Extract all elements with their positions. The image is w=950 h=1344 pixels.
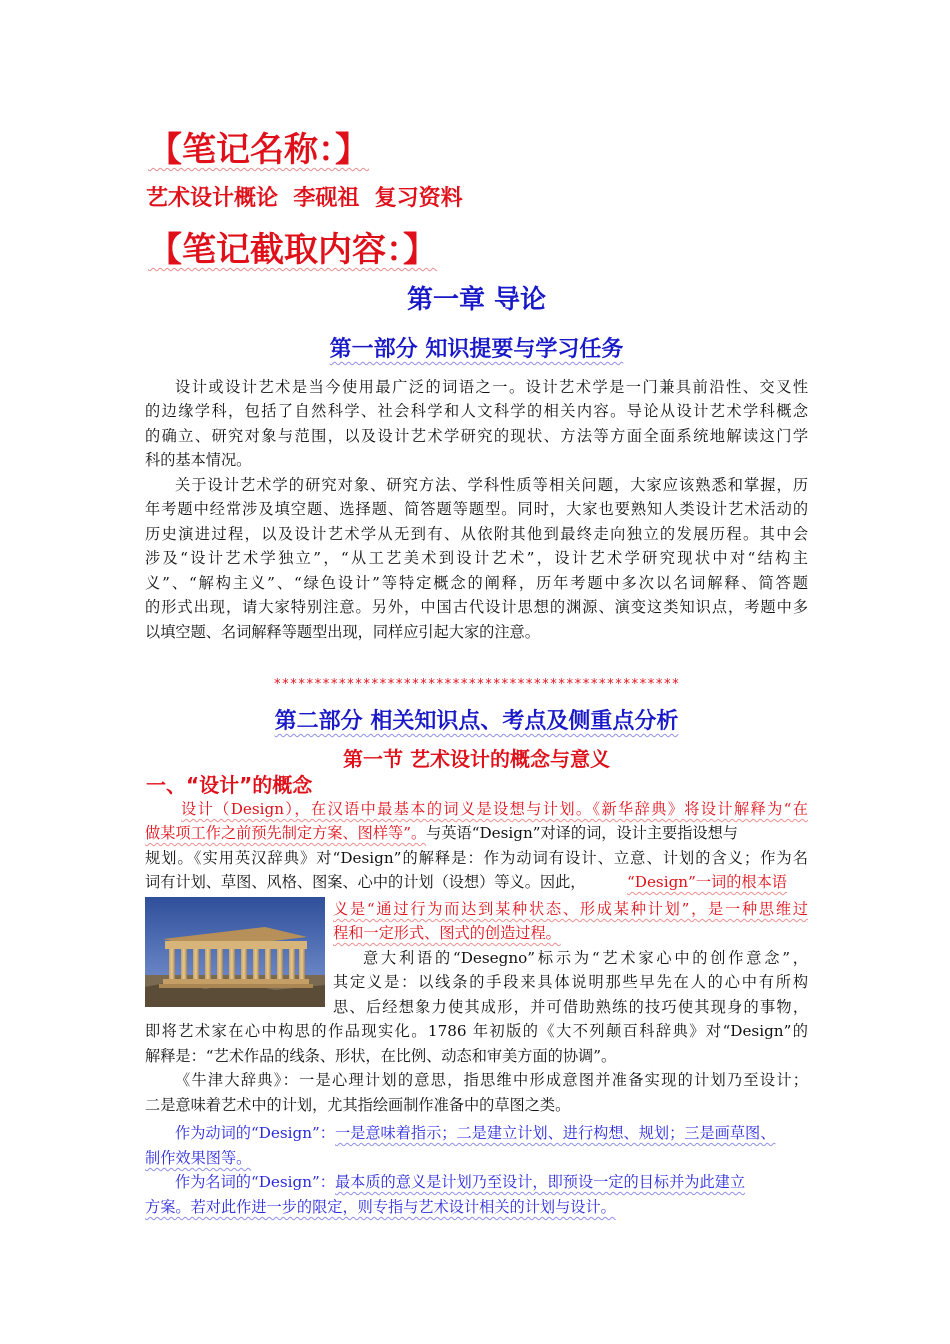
p1-line-4: 科的基本情况。 [145, 451, 252, 469]
s1-line-15: 制作效果图等。 [145, 1149, 252, 1167]
s1-line-1: 设计（Design），在汉语中最基本的词义是设想与计划。《新华辞典》将设计解释为“在 [181, 800, 808, 818]
noun-design-meaning: 最本质的意义是计划乃至设计，即预设一定的目标并为此建立 [334, 1173, 746, 1191]
s1-line-9: 思、后经想象力使其成形，并可借助熟练的技巧使其现身的事物， [333, 998, 808, 1016]
s1-line-13: 二是意味着艺术中的计划，尤其指绘画制作准备中的草图之类。 [145, 1096, 571, 1114]
s1-line-4 [145, 870, 808, 894]
p2-line-3: 历史演进过程，以及设计艺术学从无到有、从依附其他到最终走向独立的发展历程。其中会 [145, 525, 808, 543]
p2-line-4: 涉及“设计艺术学独立”，“从工艺美术到设计艺术”，设计艺术学研究现状中对“结构主 [145, 549, 808, 567]
note-name-label-text: 【笔记名称：】 [148, 130, 369, 170]
s1-line-4-text: 词有计划、草图、风格、图案、心中的计划（设想）等义。因此， [145, 873, 586, 891]
note-content-label [148, 228, 437, 272]
p2-line-1: 关于设计艺术学的研究对象、研究方法、学科性质等相关问题，大家应该熟悉和掌握，历 [175, 476, 808, 494]
divider-stars: ************************************************** [273, 677, 680, 692]
p1-line-2: 的边缘学科，包括了自然科学、社会科学和人文科学的相关内容。导论从设计艺术学科概念 [145, 402, 808, 420]
s1-line-7: 意大利语的“Desegno”标示为“艺术家心中的创作意念”， [363, 949, 808, 967]
p2-line-5: 义”、“解构主义”、“绿色设计”等特定概念的阐释，历年考题中多次以名词解释、简答题 [145, 574, 808, 592]
s1-line-6: 程和一定形式、图式的创造过程。 [333, 924, 561, 942]
s1-line-2-highlight: 做某项工作之前预先制定方案、图样等”。 [145, 824, 427, 842]
note-name-label [148, 128, 369, 172]
subsection1-title: 一、“设计”的概念 [146, 773, 313, 797]
parthenon-image [145, 897, 325, 1007]
part2-title-text: 第二部分 相关知识点、考点及侧重点分析 [274, 709, 679, 734]
s1-line-8: 其定义是：以线条的手段来具体说明那些早先在人的心中有所构 [333, 973, 808, 991]
s1-line-3: 规划。《实用英汉辞典》对“Design”的解释是：作为动词有设计、立意、计划的含义；作为名 [145, 849, 808, 867]
s1-line-4-highlight: “Design”一词的根本语 [627, 873, 787, 891]
s1-line-10: 即将艺术家在心中构思的作品现实化。1786 年初版的《大不列颠百科辞典》对“Design”的 [145, 1022, 808, 1040]
p1-line-3: 的确立、研究对象与范围，以及设计艺术学研究的现状、方法等方面全面系统地解读这门学 [145, 427, 808, 445]
parthenon-photo [145, 897, 325, 1007]
s1-line-14 [145, 1121, 808, 1145]
verb-design-meaning: 一是意味着指示；二是建立计划、进行构想、规划；三是画草图、 [334, 1124, 776, 1142]
note-name: 艺术设计概论 李砚祖 复习资料 [146, 186, 463, 211]
s1-line-2-rest: 与英语“Design”对译的词，设计主要指设想与 [426, 824, 738, 842]
s1-line-5: 义是“通过行为而达到某种状态、形成某种计划”，是一种思维过 [333, 900, 808, 918]
note-content-label-text: 【笔记截取内容：】 [148, 230, 437, 270]
part1-title [145, 334, 808, 366]
p2-line-7: 以填空题、名词解释等题型出现，同样应引起大家的注意。 [145, 623, 540, 641]
p2-line-2: 年考题中经常涉及填空题、选择题、简答题等题型。同时，大家也要熟知人类设计艺术活动的 [145, 500, 808, 518]
verb-design-label: 作为动词的“Design”： [175, 1124, 335, 1142]
section1-title: 第一节 艺术设计的概念与意义 [343, 747, 610, 771]
part2-title [145, 706, 808, 738]
s1-line-11: 解释是：“艺术作品的线条、形状，在比例、动态和审美方面的协调”。 [145, 1047, 617, 1065]
s1-line-2 [145, 821, 808, 845]
noun-design-label: 作为名词的“Design”： [175, 1173, 335, 1191]
chapter-title: 第一章 导论 [406, 285, 547, 315]
p1-line-1: 设计或设计艺术是当今使用最广泛的词语之一。设计艺术学是一门兼具前沿性、交叉性 [175, 378, 808, 396]
s1-line-17: 方案。若对此作进一步的限定，则专指与艺术设计相关的计划与设计。 [145, 1198, 616, 1216]
s1-line-16 [145, 1170, 808, 1194]
s1-line-12: 《牛津大辞典》：一是心理计划的意思，指思维中形成意图并准备实现的计划乃至设计； [175, 1071, 808, 1089]
part1-title-text: 第一部分 知识提要与学习任务 [329, 337, 624, 362]
p2-line-6: 的形式出现，请大家特别注意。另外，中国古代设计思想的渊源、演变这类知识点，考题中多 [145, 598, 808, 616]
